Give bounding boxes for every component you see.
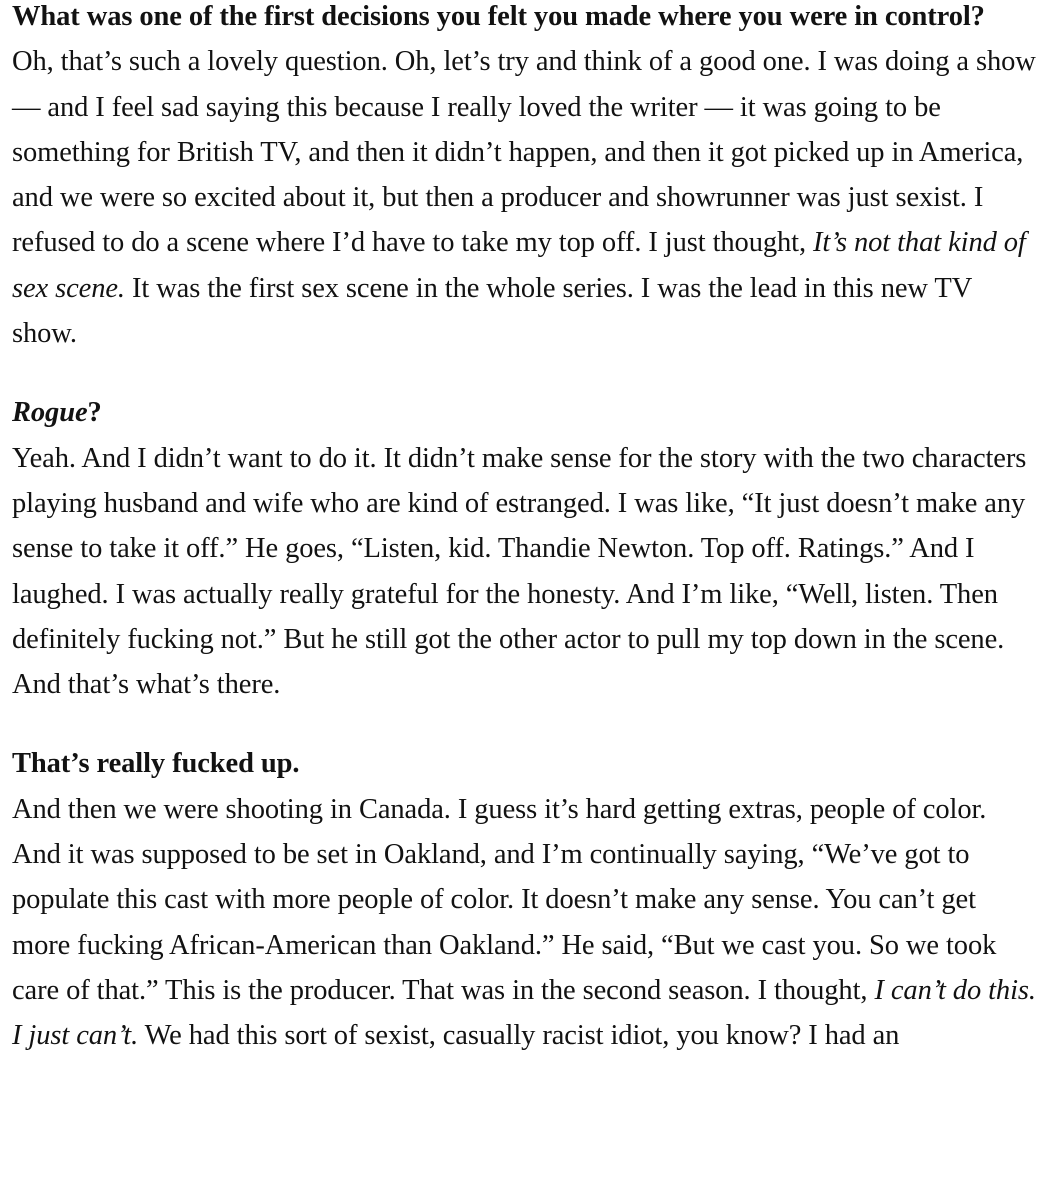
question-text: What was one of the first decisions you felt you made where you were in control? xyxy=(12,1,985,32)
answer-text: We had this sort of sexist, casually racist idiot, you know? I had an xyxy=(138,1020,900,1052)
answer-italic-text: I can’t do this. I just can’t. xyxy=(12,974,1036,1052)
qa-block xyxy=(12,390,1040,707)
interview-answer xyxy=(12,787,1040,1059)
qa-block xyxy=(12,0,1040,356)
interview-article xyxy=(12,0,1040,1093)
answer-text: Oh, that’s such a lovely question. Oh, let’s try and think of a good one. I was doing a show — and I feel sad saying this because I really loved the writer — it was going to be something for British TV, and then it didn’t happen, and then it got picked up in America, and we were so excited about it, but then a producer and showrunner was just sexist. I refused to do a scene where I’d have to take my top off. I just thought, xyxy=(12,46,1036,259)
interview-question xyxy=(12,0,1040,39)
question-text: That’s really fucked up. xyxy=(12,748,300,780)
interview-answer xyxy=(12,39,1040,356)
qa-block xyxy=(12,741,1040,1058)
interview-question xyxy=(12,741,1040,786)
question-text: ? xyxy=(87,397,102,429)
interview-question xyxy=(12,390,1040,435)
answer-text: And then we were shooting in Canada. I guess it’s hard getting extras, people of color. And it was supposed to be set in Oakland, and I’m continually saying, “We’ve got to populate this cast with more people of color. It doesn’t make any sense. You can’t get more fucking African-American than Oakland.” He said, “But we cast you. So we took care of that.” This is the producer. That was in the second season. I thought, xyxy=(12,793,997,1006)
answer-text: It was the first sex scene in the whole series. I was the lead in this new TV show. xyxy=(12,272,972,350)
interview-answer xyxy=(12,436,1040,708)
question-italic-text: Rogue xyxy=(12,397,88,429)
answer-text: Yeah. And I didn’t want to do it. It didn’t make sense for the story with the two characters playing husband and wife who are kind of estranged. I was like, “It just doesn’t make any sense to take it off.” He goes, “Listen, kid. Thandie Newton. Top off. Ratings.” And I laughed. I was actually really grateful for the honesty. And I’m like, “Well, listen. Then definitely fucking not.” But he still got the other actor to pull my top down in the scene. And that’s what’s there. xyxy=(12,442,1027,701)
answer-italic-text: It’s not that kind of sex scene. xyxy=(12,227,1026,304)
